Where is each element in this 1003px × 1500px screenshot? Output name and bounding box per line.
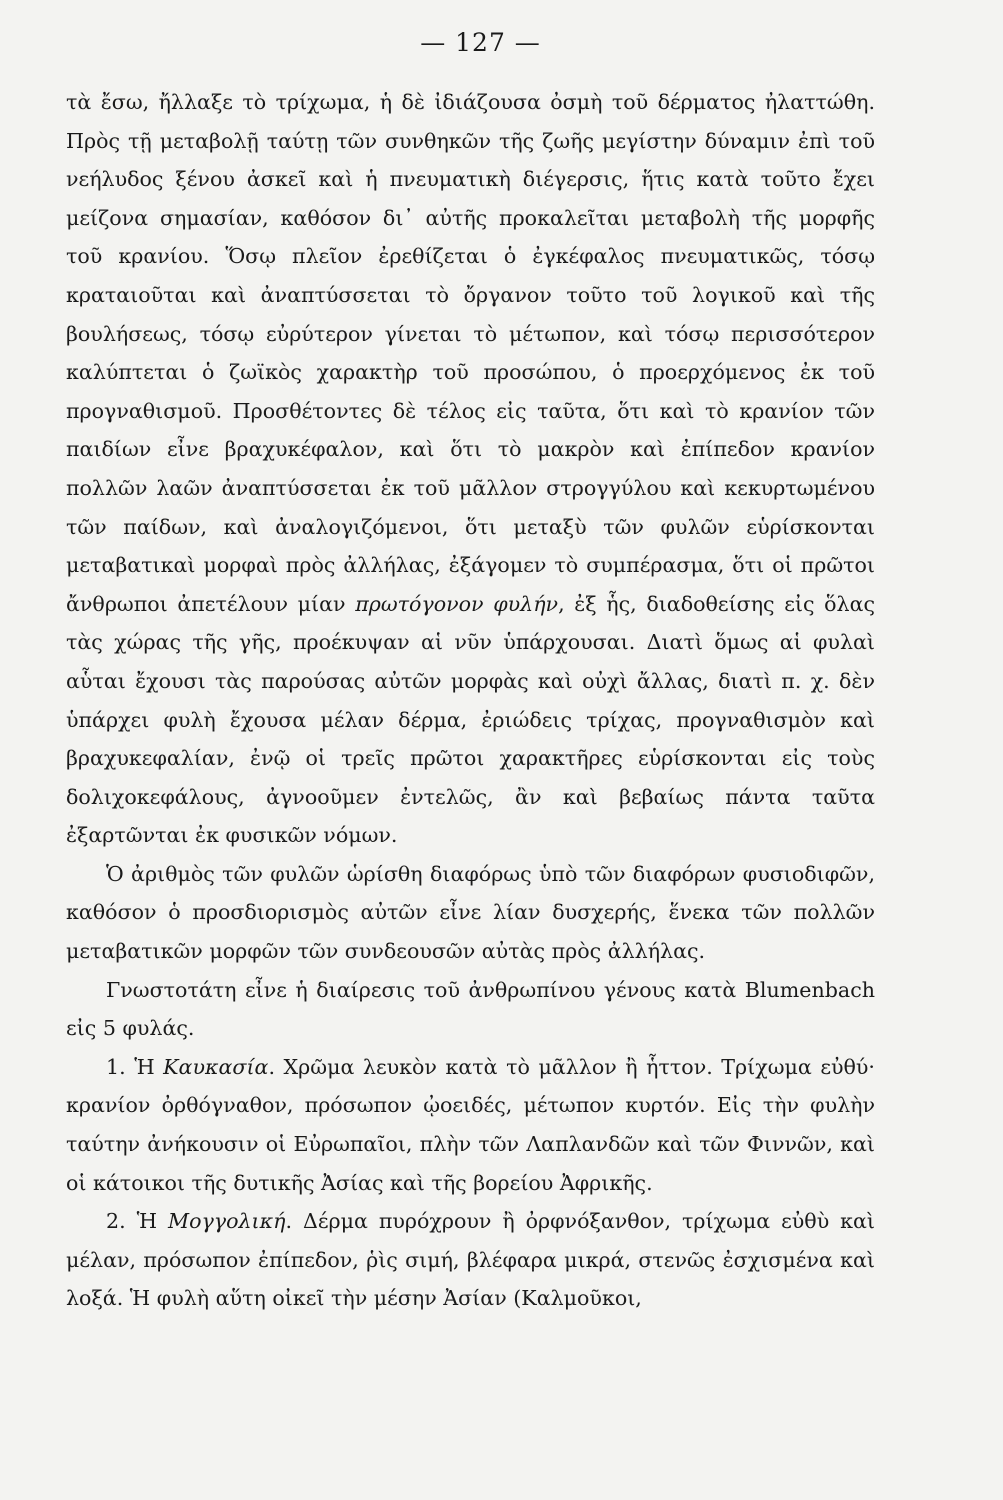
paragraph-1-rest: , ἐξ ἧς, διαδοθείσης εἰς ὅλας τὰς χώρας τῆς γῆς, προέκυψαν αἱ νῦν ὑπάρχουσαι. Διατὶ ὅμως αἱ φυλαὶ αὗται ἔχουσι τὰς παρούσας αὐτῶν μορφὰς καὶ οὐχὶ ἄλλας, διατὶ π. χ. δὲν ὑπάρχει φυλὴ ἔχουσα μέλαν δέρμα, ἐριώδεις τρίχας, προγναθισμὸν καὶ βραχυκεφαλίαν, ἐνῷ οἱ τρεῖς πρῶτοι χαρακτῆρες εὑρίσκονται εἰς τοὺς δολιχοκεφάλους, ἀγνοοῦμεν ἐντελῶς, ἂν καὶ βεβαίως πάντα ταῦτα ἐξαρτῶνται ἐκ φυσικῶν νόμων. xyxy=(66,591,876,848)
paragraph-4-italic: Καυκασία xyxy=(163,1054,269,1079)
paragraph-5-rest: . Δέρμα πυρόχρουν ἢ ὀρφνόξανθον, τρίχωμα εὐθὺ καὶ μέλαν, πρόσωπον ἐπίπεδον, ῥὶς σιμή, βλέφαρα μικρά, στενῶς ἐσχισμένα καὶ λοξά. Ἡ φυλὴ αὕτη οἰκεῖ τὴν μέσην Ἀσίαν (Καλμοῦκοι, xyxy=(66,1209,876,1311)
paragraph-1-italic: πρωτόγονον φυλήν xyxy=(355,591,559,616)
paragraph-4-lead: 1. Ἡ xyxy=(106,1054,155,1079)
paragraph-1 xyxy=(66,83,875,855)
paragraph-3: Γνωστοτάτη εἶνε ἡ διαίρεσις τοῦ ἀνθρωπίνου γένους κατὰ Blumenbach εἰς 5 φυλάς. xyxy=(66,977,875,1041)
paragraph-2: Ὁ ἀριθμὸς τῶν φυλῶν ὡρίσθη διαφόρως ὑπὸ τῶν διαφόρων φυσιοδιφῶν, καθόσον ὁ προσδιορισμὸς αὐτῶν εἶνε λίαν δυσχερής, ἕνεκα τῶν πολλῶν μεταβατικῶν μορφῶν τῶν συνδεουσῶν αὐτὰς πρὸς ἀλλήλας. xyxy=(66,861,875,964)
body-text xyxy=(66,83,875,1318)
paragraph-5-italic: Μογγολική xyxy=(167,1209,286,1234)
paragraph-5-lead: 2. Ἡ xyxy=(106,1209,158,1234)
paragraph-4 xyxy=(66,1048,875,1202)
paragraph-5 xyxy=(66,1202,875,1318)
paragraph-1-text: τὰ ἔσω, ἤλλαξε τὸ τρίχωμα, ἡ δὲ ἰδιάζουσα ὀσμὴ τοῦ δέρματος ἠλαττώθη. Πρὸς τῇ μεταβολῇ ταύτῃ τῶν συνθηκῶν τῆς ζωῆς μεγίστην δύναμιν ἐπὶ τοῦ νεήλυδος ξένου ἀσκεῖ καὶ ἡ πνευματικὴ διέγερσις, ἥτις κατὰ τοῦτο ἔχει μείζονα σημασίαν, καθόσον δι᾽ αὐτῆς προκαλεῖται μεταβολὴ τῆς μορφῆς τοῦ κρανίου. Ὅσῳ πλεῖον ἐρεθίζεται ὁ ἐγκέφαλος πνευματικῶς, τόσῳ κραταιοῦται καὶ ἀναπτύσσεται τὸ ὄργανον τοῦτο τοῦ λογικοῦ καὶ τῆς βουλήσεως, τόσῳ εὐρύτερον γίνεται τὸ μέτωπον, καὶ τόσῳ περισσότερον καλύπτεται ὁ ζωϊκὸς χαρακτὴρ τοῦ προσώπου, ὁ προερχόμενος ἐκ τοῦ προγναθισμοῦ. Προσθέτοντες δὲ τέλος εἰς ταῦτα, ὅτι καὶ τὸ κρανίον τῶν παιδίων εἶνε βραχυκέφαλον, καὶ ὅτι τὸ μακρὸν καὶ ἐπίπεδον κρανίον πολλῶν λαῶν ἀναπτύσσεται ἐκ τοῦ μᾶλλον στρογγύλου καὶ κεκυρτωμένου τῶν παίδων, καὶ ἀναλογιζόμενοι, ὅτι μεταξὺ τῶν φυλῶν εὑρίσκονται μεταβατικαὶ μορφαὶ πρὸς ἀλλήλας, ἐξάγομεν τὸ συμπέρασμα, ὅτι οἱ πρῶτοι ἄνθρωποι ἀπετέλουν μίαν xyxy=(66,90,875,616)
page-number: — 127 — xyxy=(420,28,541,57)
paragraph-4-rest: . Χρῶμα λευκὸν κατὰ τὸ μᾶλλον ἢ ἧττον. Τρίχωμα εὐθύ· κρανίον ὀρθόγναθον, πρόσωπον ᾠοειδές, μέτωπον κυρτόν. Εἰς τὴν φυλὴν ταύτην ἀνήκουσιν οἱ Εὐρωπαῖοι, πλὴν τῶν Λαπλανδῶν καὶ τῶν Φιννῶν, καὶ οἱ κάτοικοι τῆς δυτικῆς Ἀσίας καὶ τῆς βορείου Ἀφρικῆς. xyxy=(66,1054,875,1195)
